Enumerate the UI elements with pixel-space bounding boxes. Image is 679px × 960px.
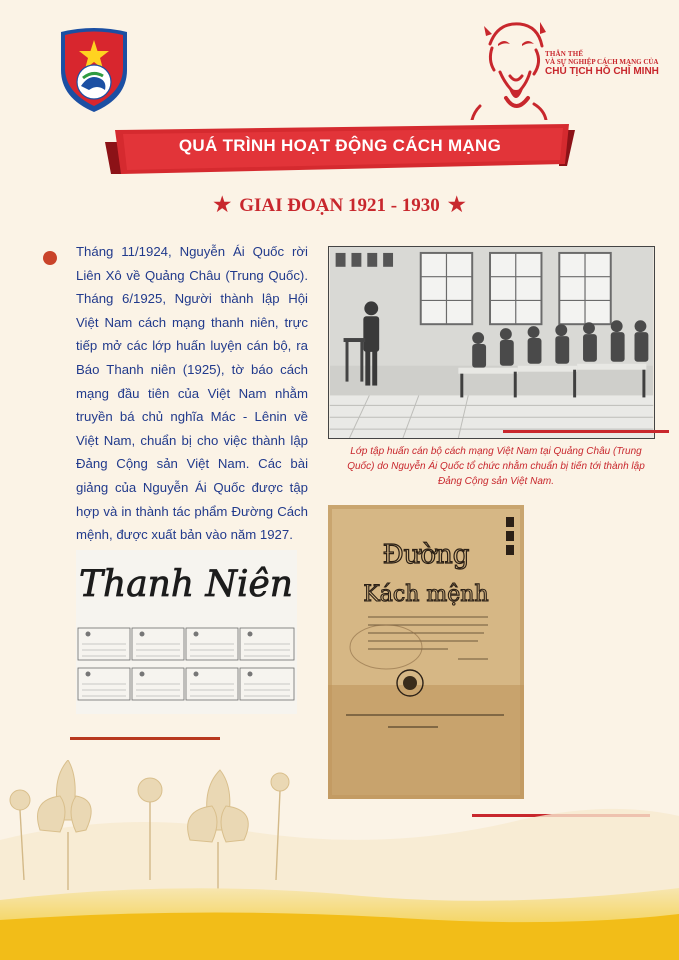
lotus-decoration — [0, 760, 679, 960]
history-paragraph: Tháng 11/1924, Nguyễn Ái Quốc rời Liên Xô về Quảng Châu (Trung Quốc). Tháng 6/1925, Người thành lập Hội Việt Nam cách mạng thanh niên, trực tiếp mở các lớp huấn luyện cán bộ, ra Báo Thanh niên (1925), tờ báo cách mạng đầu tiên của Việt Nam nhằm truyền bá chủ nghĩa Mác - Lênin về Việt Nam, chuẩn bị cho việc thành lập Đảng Cộng sản Việt Nam. Các bài giảng của Nguyễn Ái Quốc được tập hợp và in thành tác phẩm Đường Cách mệnh, được xuất bản vào năm 1927. — [76, 244, 308, 543]
accent-rule — [70, 737, 220, 740]
photo-caption: Lớp tập huấn cán bộ cách mạng Việt Nam tại Quảng Châu (Trung Quốc) do Nguyễn Ái Quốc tổ chức nhằm chuẩn bị tiến tới thành lập Đảng Cộng sản Việt Nam. — [347, 446, 645, 487]
star-left-icon: ★ — [213, 194, 232, 216]
star-right-icon: ★ — [447, 194, 466, 216]
accent-rule — [503, 430, 669, 433]
bullet-dot-icon — [43, 251, 57, 265]
brand-line-2: VÀ SỰ NGHIỆP CÁCH MẠNG CỦA — [545, 58, 659, 67]
newspaper-masthead: Thanh Niên — [79, 564, 293, 605]
section-title: QUÁ TRÌNH HOẠT ĐỘNG CÁCH MẠNG — [178, 136, 502, 155]
classroom-photo — [328, 246, 655, 439]
period-heading — [0, 192, 679, 217]
brand-line-3: CHỦ TỊCH HỒ CHÍ MINH — [545, 66, 659, 78]
book-title-line-1: Đường — [382, 540, 470, 570]
period-label: GIAI ĐOẠN 1921 - 1930 — [239, 195, 440, 216]
book-title-line-2: Kách mệnh — [363, 582, 489, 607]
youth-union-emblem-icon — [55, 26, 133, 114]
thanh-nien-newspaper-image — [76, 550, 297, 714]
brand-title — [545, 50, 675, 78]
duong-kach-menh-book-image — [328, 505, 524, 799]
brand-line-1: THÂN THẾ — [545, 50, 584, 58]
